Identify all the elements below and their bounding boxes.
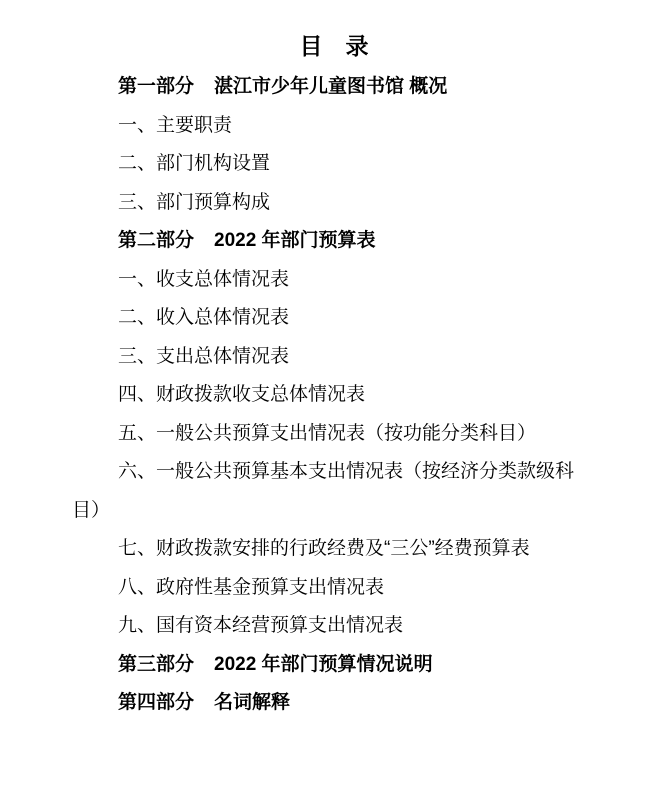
toc-line [63, 607, 605, 646]
toc-heading [63, 222, 605, 261]
toc-list [63, 68, 605, 723]
toc-line [63, 453, 605, 492]
toc-heading [63, 646, 605, 685]
toc-line [63, 184, 605, 223]
toc-line [63, 261, 605, 300]
toc-heading-title: 2022 年部门预算表 [214, 230, 376, 251]
toc-heading-title: 湛江市少年儿童图书馆 概况 [214, 76, 448, 97]
toc-line-text: 二、收入总体情况表 [118, 307, 290, 328]
toc-heading-label: 第三部分 [118, 653, 195, 675]
toc-line [63, 415, 605, 454]
toc-line [63, 145, 605, 184]
toc-line-text: 三、支出总体情况表 [118, 345, 290, 367]
toc-line [63, 530, 605, 569]
toc-heading-label: 第一部分 [118, 76, 195, 97]
toc-line [63, 338, 605, 377]
toc-line [63, 299, 605, 338]
toc-line [63, 376, 605, 415]
toc-line-text: 六、一般公共预算基本支出情况表（按经济分类款级科 [118, 461, 575, 482]
toc-line-text: 一、收支总体情况表 [118, 268, 290, 290]
toc-line-text: 七、财政拨款安排的行政经费及“三公”经费预算表 [118, 538, 530, 559]
toc-line-text: 四、财政拨款收支总体情况表 [118, 384, 366, 405]
toc-line [63, 569, 605, 608]
toc-heading-title: 2022 年部门预算情况说明 [214, 653, 433, 675]
toc-line-text: 一、主要职责 [118, 114, 233, 136]
toc-line-text: 目） [72, 499, 111, 521]
toc-heading-title: 名词解释 [214, 692, 291, 713]
toc-line [63, 492, 605, 531]
toc-heading [63, 68, 605, 107]
toc-line-text: 五、一般公共预算支出情况表（按功能分类科目） [118, 422, 537, 444]
toc-heading-label: 第四部分 [118, 692, 195, 713]
toc-line-text: 三、部门预算构成 [118, 191, 271, 213]
toc-line-text: 二、部门机构设置 [118, 153, 271, 174]
toc-line-text: 九、国有资本经营预算支出情况表 [118, 615, 404, 636]
page-title: 目 录 [299, 33, 369, 59]
toc-heading-label: 第二部分 [118, 230, 195, 251]
toc-line [63, 107, 605, 146]
toc-heading [63, 684, 605, 723]
toc-line-text: 八、政府性基金预算支出情况表 [118, 576, 385, 598]
